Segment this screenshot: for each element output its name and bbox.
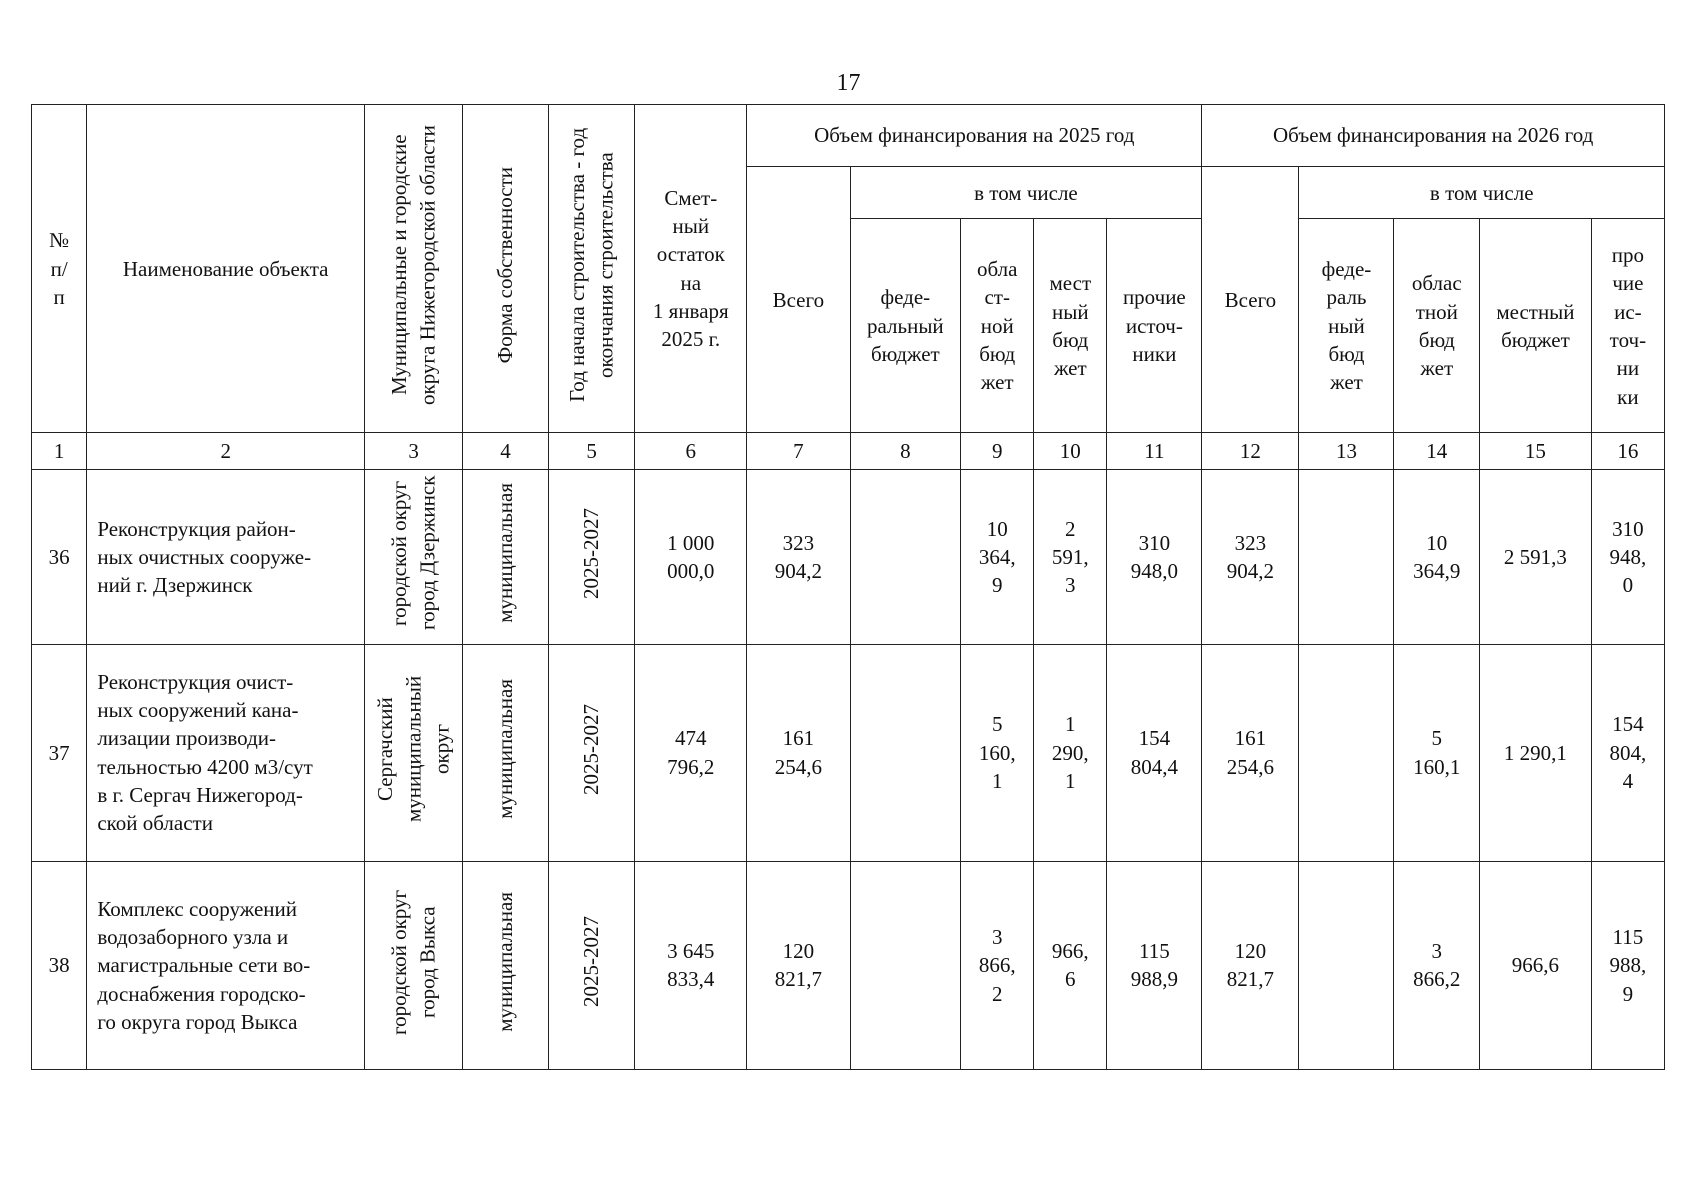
column-number: 1 [32, 433, 87, 470]
row-regional-2026: 10 364,9 [1394, 470, 1480, 644]
header-fin-2025: Объем финансирования на 2025 год [747, 105, 1202, 167]
row-total-2026: 120 821,7 [1202, 861, 1299, 1069]
header-regional-2025: обла ст- ной бюд жет [961, 219, 1034, 433]
row-no: 38 [32, 861, 87, 1069]
header-balance: Смет- ный остаток на 1 января 2025 г. [635, 105, 747, 433]
row-total-2025: 120 821,7 [747, 861, 850, 1069]
row-federal-2026 [1299, 861, 1394, 1069]
header-including-2025: в том числе [850, 167, 1202, 219]
table-row [32, 644, 1665, 861]
row-ownership: муниципальная [463, 644, 549, 861]
header-ownership: Форма собственности [463, 105, 549, 433]
row-regional-2025: 5 160, 1 [961, 644, 1034, 861]
column-number: 12 [1202, 433, 1299, 470]
row-ownership: муниципальная [463, 470, 549, 644]
header-other-2026: про чие ис- точ- ни ки [1591, 219, 1664, 433]
row-years: 2025-2027 [548, 470, 635, 644]
column-number: 4 [463, 433, 549, 470]
row-balance: 474 796,2 [635, 644, 747, 861]
row-no: 36 [32, 470, 87, 644]
row-no: 37 [32, 644, 87, 861]
row-municipality: городской округ город Дзержинск [365, 470, 463, 644]
row-years: 2025-2027 [548, 644, 635, 861]
page-number: 17 [836, 70, 861, 96]
row-local-2025: 966, 6 [1034, 861, 1107, 1069]
row-total-2025: 161 254,6 [747, 644, 850, 861]
column-number: 14 [1394, 433, 1480, 470]
table-row [32, 470, 1665, 644]
column-number: 2 [87, 433, 365, 470]
column-number: 11 [1107, 433, 1202, 470]
row-federal-2025 [850, 470, 961, 644]
column-number: 15 [1480, 433, 1592, 470]
row-other-2026: 154 804, 4 [1591, 644, 1664, 861]
row-local-2025: 1 290, 1 [1034, 644, 1107, 861]
financing-table [31, 104, 1665, 1070]
row-name: Реконструкция район- ных очистных сооруже- ний г. Дзержинск [87, 470, 365, 644]
row-other-2025: 310 948,0 [1107, 470, 1202, 644]
header-including-2026: в том числе [1299, 167, 1665, 219]
column-number: 9 [961, 433, 1034, 470]
row-local-2026: 966,6 [1480, 861, 1592, 1069]
header-years: Год начала строительства - год окончания строительства [548, 105, 635, 433]
column-number: 10 [1034, 433, 1107, 470]
header-federal-2025: феде- ральный бюджет [850, 219, 961, 433]
row-local-2025: 2 591, 3 [1034, 470, 1107, 644]
column-number: 6 [635, 433, 747, 470]
column-number: 16 [1591, 433, 1664, 470]
header-no: № п/ п [32, 105, 87, 433]
column-number: 7 [747, 433, 850, 470]
header-name: Наименование объекта [87, 105, 365, 433]
row-regional-2025: 10 364, 9 [961, 470, 1034, 644]
row-municipality: Сергачский муниципальный округ [365, 644, 463, 861]
header-total-2025: Всего [747, 167, 850, 433]
row-total-2026: 161 254,6 [1202, 644, 1299, 861]
row-name: Комплекс сооружений водозаборного узла и магистральные сети во- доснабжения городско- го округа город Выкса [87, 861, 365, 1069]
row-federal-2026 [1299, 470, 1394, 644]
table-row [32, 861, 1665, 1069]
row-name: Реконструкция очист- ных сооружений кана- лизации производи- тельностью 4200 м3/сут в г. Сергач Нижегород- ской области [87, 644, 365, 861]
row-federal-2025 [850, 644, 961, 861]
row-local-2026: 2 591,3 [1480, 470, 1592, 644]
row-years: 2025-2027 [548, 861, 635, 1069]
header-total-2026: Всего [1202, 167, 1299, 433]
header-local-2026: местный бюджет [1480, 219, 1592, 433]
row-local-2026: 1 290,1 [1480, 644, 1592, 861]
column-number: 3 [365, 433, 463, 470]
row-balance: 3 645 833,4 [635, 861, 747, 1069]
row-other-2026: 115 988, 9 [1591, 861, 1664, 1069]
row-regional-2025: 3 866, 2 [961, 861, 1034, 1069]
row-total-2025: 323 904,2 [747, 470, 850, 644]
header-row-top [32, 105, 1665, 167]
row-federal-2026 [1299, 644, 1394, 861]
row-regional-2026: 5 160,1 [1394, 644, 1480, 861]
header-local-2025: мест ный бюд жет [1034, 219, 1107, 433]
header-regional-2026: облас тной бюд жет [1394, 219, 1480, 433]
row-total-2026: 323 904,2 [1202, 470, 1299, 644]
header-fin-2026: Объем финансирования на 2026 год [1202, 105, 1665, 167]
row-balance: 1 000 000,0 [635, 470, 747, 644]
header-federal-2026: феде- раль ный бюд жет [1299, 219, 1394, 433]
row-federal-2025 [850, 861, 961, 1069]
column-number: 8 [850, 433, 961, 470]
column-number-row [32, 433, 1665, 470]
row-other-2026: 310 948, 0 [1591, 470, 1664, 644]
column-number: 5 [548, 433, 635, 470]
header-municipality: Муниципальные и городские округа Нижегородской области [365, 105, 463, 433]
row-municipality: городской округ город Выкса [365, 861, 463, 1069]
row-other-2025: 115 988,9 [1107, 861, 1202, 1069]
header-other-2025: прочие источ- ники [1107, 219, 1202, 433]
row-other-2025: 154 804,4 [1107, 644, 1202, 861]
column-number: 13 [1299, 433, 1394, 470]
row-ownership: муниципальная [463, 861, 549, 1069]
row-regional-2026: 3 866,2 [1394, 861, 1480, 1069]
